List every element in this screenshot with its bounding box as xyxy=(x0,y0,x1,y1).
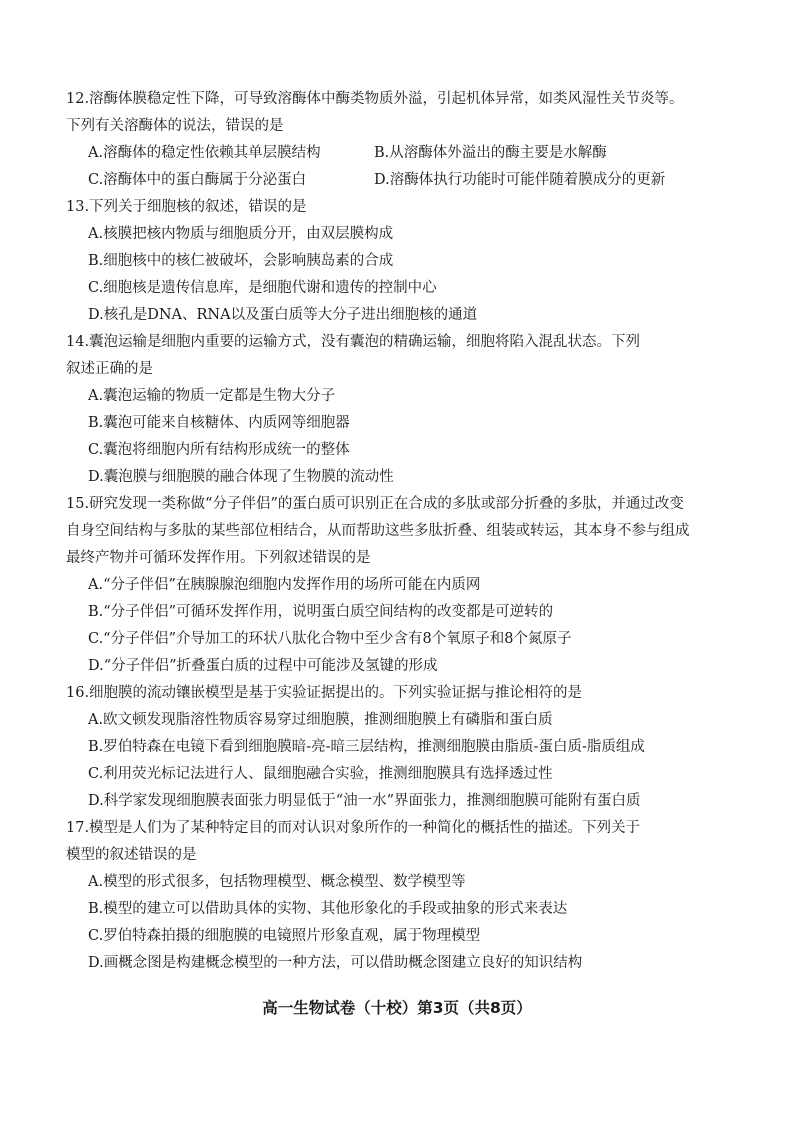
option-b: B.细胞核中的核仁被破坏，会影响胰岛素的合成 xyxy=(88,253,394,269)
option-b: B.模型的建立可以借助具体的实物、其他形象化的手段或抽象的形式来表达 xyxy=(88,901,568,917)
option-c: C.细胞核是遗传信息库，是细胞代谢和遗传的控制中心 xyxy=(88,280,437,296)
option-c: C.利用荧光标记法进行人、鼠细胞融合实验，推测细胞膜具有选择透过性 xyxy=(88,766,553,782)
page-footer: 高一生物试卷（十校）第3页（共8页） xyxy=(262,999,532,1017)
option-a: A.模型的形式很多，包括物理模型、概念模型、数学模型等 xyxy=(88,874,466,890)
question-stem: 17.模型是人们为了某种特定目的而对认识对象所作的一种简化的概括性的描述。下列关于 xyxy=(66,820,641,836)
option-d: D.溶酶体执行功能时可能伴随着膜成分的更新 xyxy=(374,172,666,188)
question-stem: 模型的叙述错误的是 xyxy=(66,847,197,863)
option-row xyxy=(66,167,746,194)
question-stem: 叙述正确的是 xyxy=(66,361,153,377)
question-stem: 下列有关溶酶体的说法，错误的是 xyxy=(66,118,284,134)
option-c: C.罗伯特森拍摄的细胞膜的电镜照片形象直观，属于物理模型 xyxy=(88,928,481,944)
question-stem: 13.下列关于细胞核的叙述，错误的是 xyxy=(66,199,307,215)
option-a: A.“分子伴侣”在胰腺腺泡细胞内发挥作用的场所可能在内质网 xyxy=(88,577,481,593)
question-list xyxy=(66,86,746,977)
option-d: D.科学家发现细胞膜表面张力明显低于“油一水”界面张力，推测细胞膜可能附有蛋白质 xyxy=(88,793,641,809)
option-c: C.溶酶体中的蛋白酶属于分泌蛋白 xyxy=(88,172,307,188)
question-stem: 自身空间结构与多肽的某些部位相结合，从而帮助这些多肽折叠、组装或转运，其本身不参与组成 xyxy=(66,523,690,539)
question-stem: 15.研究发现一类称做“分子伴侣”的蛋白质可识别正在合成的多肽或部分折叠的多肽，并通过改变 xyxy=(66,496,684,512)
option-c: C.“分子伴侣”介导加工的环状八肽化合物中至少含有8个氧原子和8个氮原子 xyxy=(88,631,572,647)
option-b: B.“分子伴侣”可循环发挥作用，说明蛋白质空间结构的改变都是可逆转的 xyxy=(88,604,554,620)
question-15 xyxy=(66,491,746,680)
option-a: A.欧文顿发现脂溶性物质容易穿过细胞膜，推测细胞膜上有磷脂和蛋白质 xyxy=(88,712,553,728)
question-12 xyxy=(66,86,746,194)
option-a: A.溶酶体的稳定性依赖其单层膜结构 xyxy=(88,145,321,161)
option-a: A.核膜把核内物质与细胞质分开，由双层膜构成 xyxy=(88,226,394,242)
question-13 xyxy=(66,194,746,329)
question-17 xyxy=(66,815,746,977)
option-a: A.囊泡运输的物质一定都是生物大分子 xyxy=(88,388,336,404)
option-b: B.囊泡可能来自核糖体、内质网等细胞器 xyxy=(88,415,350,431)
option-d: D.核孔是DNA、RNA以及蛋白质等大分子进出细胞核的通道 xyxy=(88,307,478,323)
option-d: D.画概念图是构建概念模型的一种方法，可以借助概念图建立良好的知识结构 xyxy=(88,955,583,971)
question-16 xyxy=(66,680,746,815)
option-row xyxy=(66,140,746,167)
question-14 xyxy=(66,329,746,491)
option-d: D.“分子伴侣”折叠蛋白质的过程中可能涉及氢键的形成 xyxy=(88,658,438,674)
question-stem: 14.囊泡运输是细胞内重要的运输方式，没有囊泡的精确运输，细胞将陷入混乱状态。下列 xyxy=(66,334,641,350)
option-c: C.囊泡将细胞内所有结构形成统一的整体 xyxy=(88,442,350,458)
question-stem: 最终产物并可循环发挥作用。下列叙述错误的是 xyxy=(66,550,371,566)
question-stem: 12.溶酶体膜稳定性下降，可导致溶酶体中酶类物质外溢，引起机体异常，如类风湿性关节炎等。 xyxy=(66,91,684,107)
question-stem: 16.细胞膜的流动镶嵌模型是基于实验证据提出的。下列实验证据与推论相符的是 xyxy=(66,685,583,701)
option-b: B.罗伯特森在电镜下看到细胞膜暗-亮-暗三层结构，推测细胞膜由脂质-蛋白质-脂质组成 xyxy=(88,739,645,755)
option-b: B.从溶酶体外溢出的酶主要是水解酶 xyxy=(374,145,607,161)
option-d: D.囊泡膜与细胞膜的融合体现了生物膜的流动性 xyxy=(88,469,394,485)
